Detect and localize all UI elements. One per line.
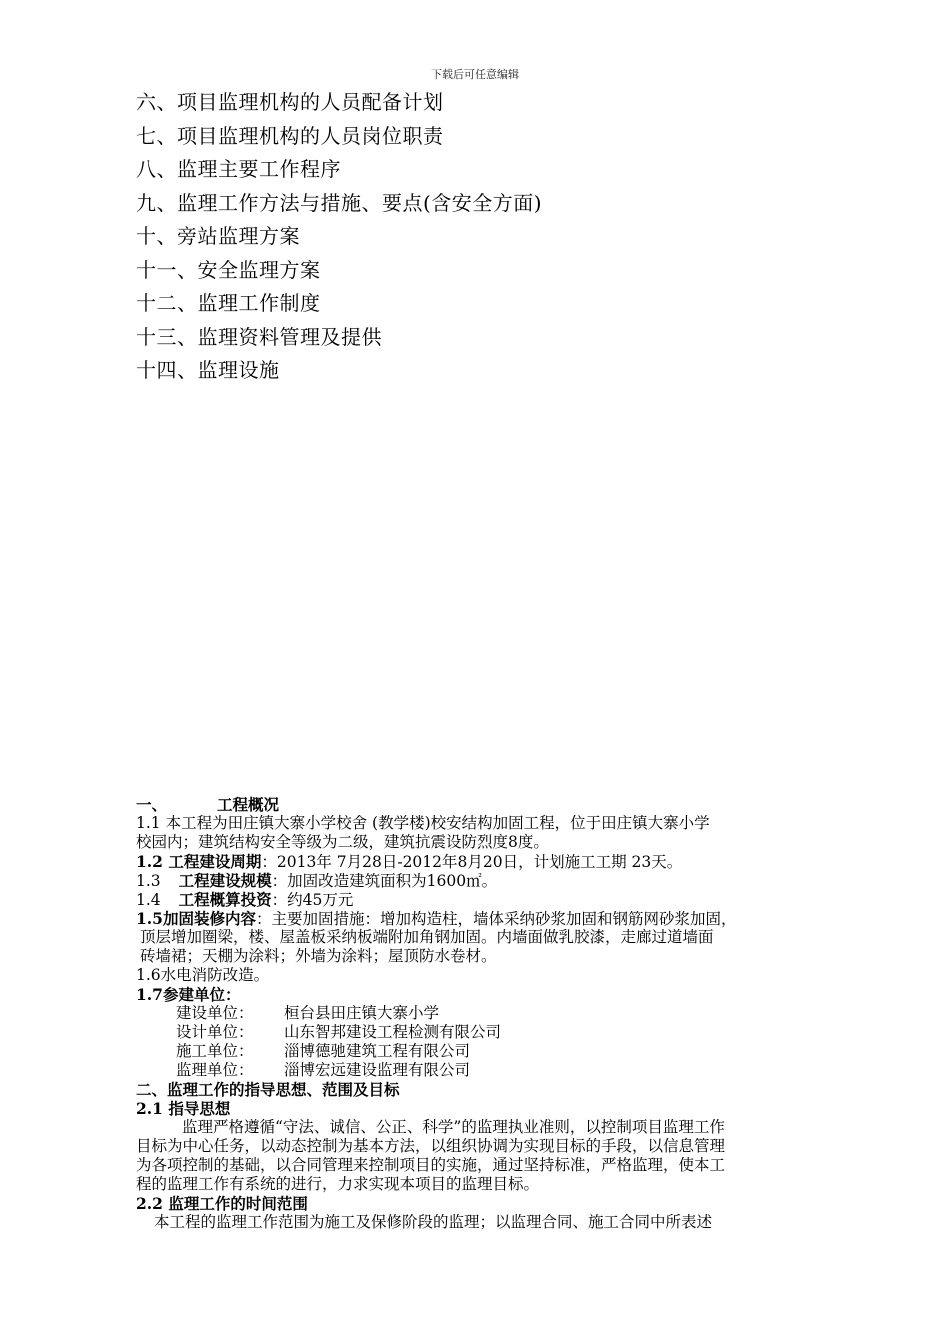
p14-text: ：约45万元	[271, 891, 354, 909]
p13-label: 工程建设规模	[178, 871, 272, 890]
p15-text: ：主要加固措施：增加构造柱，墙体采纳砂浆加固和钢筋网砂浆加固，	[255, 910, 737, 928]
paragraph-1-5-cont: 砖墙裙；天棚为涂料；外墙为涂料；屋顶防水卷材。	[140, 947, 497, 965]
toc-item: 十四、监理设施	[136, 358, 280, 382]
unit-role: 监理单位：	[176, 1061, 254, 1079]
unit-row	[136, 1061, 866, 1080]
toc-item: 九、监理工作方法与措施、要点(含安全方面)	[136, 190, 543, 215]
unit-row	[136, 1042, 866, 1061]
p11-text: 本工程为田庄镇大寨小学校舍 (教学楼)校安结构加固工程，位于田庄镇大寨小学	[165, 814, 710, 832]
p14-number: 1.4	[136, 891, 161, 909]
section-2-2-heading: 2.2 监理工作的时间范围	[136, 1194, 308, 1213]
paragraph-1-7: 1.7参建单位：	[136, 985, 241, 1004]
unit-name: 山东智邦建设工程检测有限公司	[284, 1023, 502, 1041]
table-of-contents	[136, 86, 542, 388]
paragraph-1-1-cont: 校园内；建筑结构安全等级为二级，建筑抗震设防烈度8度。	[136, 833, 549, 851]
p15-label: 1.5加固装修内容	[136, 909, 256, 928]
paragraph-1-1	[136, 814, 866, 833]
paragraph-1-6: 1.6水电消防改造。	[136, 966, 270, 984]
paragraph-2-2: 本工程的监理工作范围为施工及保修阶段的监理；以监理合同、施工合同中所表述	[154, 1213, 713, 1231]
paragraph-1-5	[136, 909, 866, 928]
section-1-heading	[136, 795, 866, 814]
section-2-heading: 二、监理工作的指导思想、范围及目标	[136, 1080, 400, 1099]
toc-item: 十一、安全监理方案	[136, 257, 321, 282]
toc-item: 十二、监理工作制度	[136, 291, 321, 315]
unit-role: 施工单位：	[176, 1042, 254, 1060]
paragraph-1-2	[136, 852, 866, 871]
p13-number: 1.3	[136, 872, 161, 890]
unit-role: 建设单位：	[176, 1004, 254, 1022]
section-2-1-heading: 2.1 指导思想	[136, 1099, 231, 1118]
p13-text: ：加固改造建筑面积为1600㎡。	[271, 872, 498, 890]
section-1-number: 一、	[136, 795, 168, 814]
toc-item: 八、监理主要工作程序	[136, 157, 341, 181]
p14-label: 工程概算投资	[178, 890, 272, 909]
toc-item: 十、旁站监理方案	[136, 224, 300, 248]
paragraph-2-1-cont: 目标为中心任务，以动态控制为基本方法，以组织协调为实现目标的手段，以信息管理	[136, 1137, 726, 1155]
unit-row	[136, 1023, 866, 1042]
paragraph-2-1: 监理严格遵循“守法、诚信、公正、科学”的监理执业准则，以控制项目监理工作	[182, 1118, 725, 1136]
unit-role: 设计单位：	[176, 1023, 254, 1041]
toc-item: 七、项目监理机构的人员岗位职责	[136, 123, 444, 148]
document-body	[136, 795, 866, 1232]
paragraph-1-5-cont: 顶层增加圈梁，楼、屋盖板采纳板端附加角钢加固。内墙面做乳胶漆，走廊过道墙面	[140, 928, 714, 946]
paragraph-2-1-cont: 程的监理工作有系统的进行，力求实现本项目的监理目标。	[136, 1175, 540, 1193]
p11-number: 1.1	[136, 814, 161, 832]
unit-name: 淄博宏远建设监理有限公司	[284, 1061, 471, 1079]
paragraph-1-4	[136, 890, 866, 909]
paragraph-2-1-cont: 为各项控制的基础，以合同管理来控制项目的实施，通过坚持标准，严格监理，使本工	[136, 1156, 726, 1174]
unit-name: 淄博德驰建筑工程有限公司	[284, 1042, 471, 1060]
header-note: 下载后可任意编辑	[431, 68, 519, 81]
section-1-title: 工程概况	[217, 795, 280, 814]
p12-text: ：2013年 7月28日-2012年8月20日，计划施工工期 23天。	[261, 853, 683, 871]
unit-row	[136, 1004, 866, 1023]
toc-item: 十三、监理资料管理及提供	[136, 324, 382, 349]
toc-item: 六、项目监理机构的人员配备计划	[136, 90, 444, 114]
paragraph-1-3	[136, 871, 866, 890]
p12-label: 1.2 工程建设周期	[136, 852, 262, 871]
unit-name: 桓台县田庄镇大寨小学	[284, 1004, 440, 1022]
